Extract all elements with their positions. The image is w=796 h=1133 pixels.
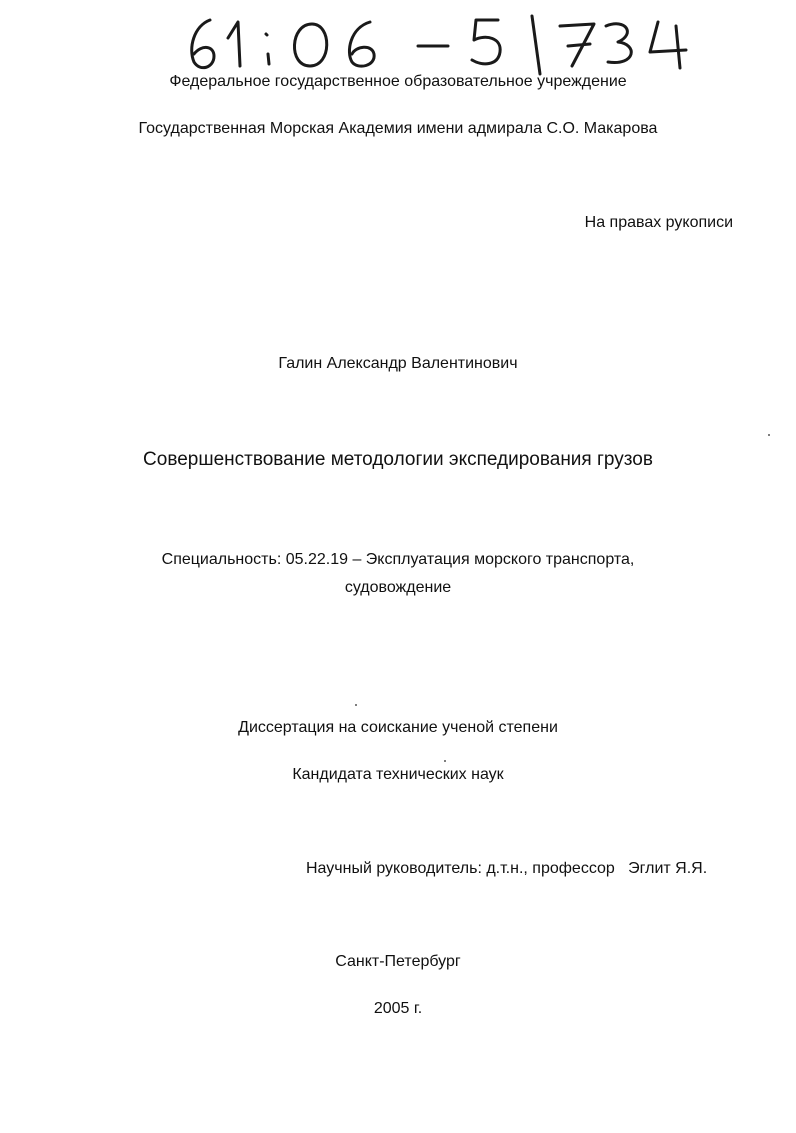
year: 2005 г. [373, 1000, 423, 1017]
handwritten-archive-code [180, 8, 700, 78]
scan-speck [355, 704, 357, 706]
degree-line-1: Диссертация на соискание ученой степени [238, 719, 558, 736]
scan-speck [768, 434, 770, 436]
institution-type: Федеральное государственное образовательное учреждение [169, 73, 627, 90]
dissertation-title: Совершенствование методологии экспедирования грузов [143, 449, 653, 470]
city: Санкт-Петербург [335, 953, 461, 970]
author-name: Галин Александр Валентинович [278, 355, 518, 372]
specialty-line-2: судовождение [344, 579, 452, 596]
specialty-line-1: Специальность: 05.22.19 – Эксплуатация морского транспорта, [161, 551, 635, 568]
scan-speck [444, 760, 446, 762]
degree-line-2: Кандидата технических наук [292, 766, 504, 783]
institution-name: Государственная Морская Академия имени адмирала С.О. Макарова [138, 120, 658, 137]
supervisor: Научный руководитель: д.т.н., профессор Эглит Я.Я. [306, 860, 708, 877]
rights-note: На правах рукописи [584, 214, 733, 231]
